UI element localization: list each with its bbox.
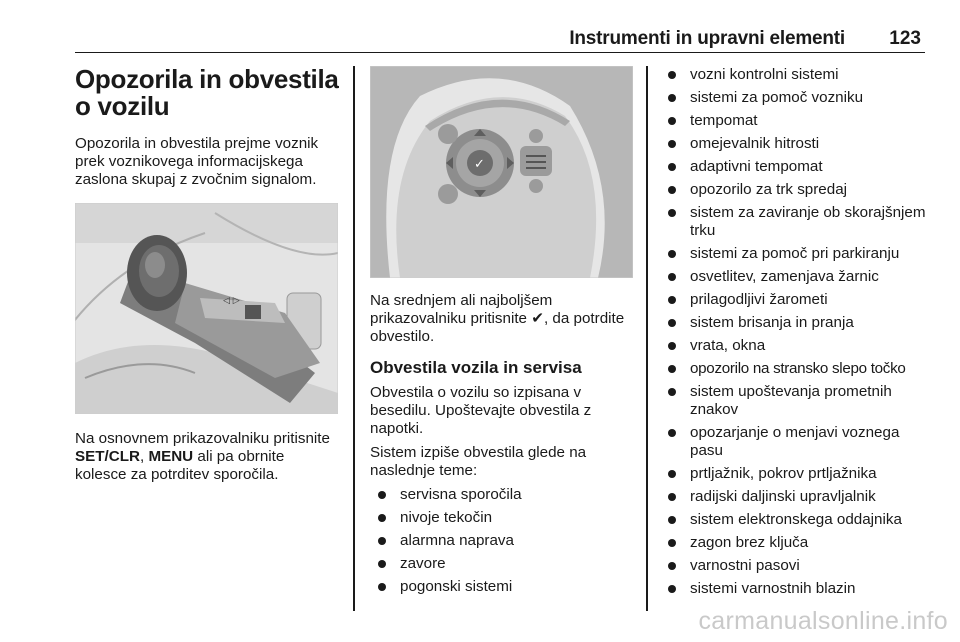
- bullet-icon: [668, 209, 676, 217]
- svg-text:✓: ✓: [474, 157, 485, 172]
- list-item: sistemi za pomoč pri parkiranju: [660, 245, 935, 263]
- bullet-icon: [668, 94, 676, 102]
- steering-wheel-buttons: [438, 124, 552, 204]
- column-3: [660, 66, 935, 603]
- list-item: omejevalnik hitrosti: [660, 135, 935, 153]
- list-item: zagon brez ključa: [660, 534, 935, 552]
- list-item: vrata, okna: [660, 337, 935, 355]
- watermark: carmanualsonline.info: [698, 607, 948, 635]
- topics-list: [370, 486, 635, 596]
- menu-label: MENU: [148, 448, 194, 465]
- list-item: prilagodljivi žarometi: [660, 291, 935, 309]
- column-divider-right: [646, 66, 648, 611]
- list-item: servisna sporočila: [370, 486, 635, 504]
- page-number: 123: [889, 28, 921, 49]
- list-item: adaptivni tempomat: [660, 158, 935, 176]
- bullet-icon: [668, 516, 676, 524]
- column-1: [75, 66, 340, 484]
- list-item: varnostni pasovi: [660, 557, 935, 575]
- bullet-icon: [378, 537, 386, 545]
- intro-paragraph: Opozorila in obvestila prejme voznik prek voznikovega informacijskega zaslona skupaj z zvočnim signalom.: [75, 135, 319, 188]
- bullet-icon: [668, 562, 676, 570]
- list-item: alarmna naprava: [370, 532, 635, 550]
- list-item: sistem brisanja in pranja: [660, 314, 935, 332]
- bullet-icon: [668, 117, 676, 125]
- page-header: [75, 28, 925, 53]
- figure-caption-2: Na srednjem ali najboljšem prikazovalniku pritisnite ✔, da potrdite obvestilo.: [370, 292, 625, 345]
- bullet-icon: [378, 514, 386, 522]
- bullet-icon: [668, 273, 676, 281]
- bullet-icon: [668, 342, 676, 350]
- list-item: radijski daljinski upravljalnik: [660, 488, 935, 506]
- bullet-icon: [668, 319, 676, 327]
- list-item: tempomat: [660, 112, 935, 130]
- bullet-icon: [668, 365, 676, 373]
- list-item: prtljažnik, pokrov prtljažnika: [660, 465, 935, 483]
- list-item: sistem za zaviranje ob skorajšnjem trku: [660, 204, 935, 240]
- list-item: nivoje tekočin: [370, 509, 635, 527]
- page-header-title: Instrumenti in upravni elementi: [569, 28, 845, 49]
- list-item: vozni kontrolni sistemi: [660, 66, 935, 84]
- bullet-icon: [668, 186, 676, 194]
- bullet-icon: [668, 493, 676, 501]
- bullet-icon: [668, 539, 676, 547]
- steering-wheel-controls-illustration: [370, 66, 633, 278]
- set-clr-label: SET/CLR: [75, 448, 140, 465]
- bullet-icon: [668, 163, 676, 171]
- checkmark-icon: ✔: [531, 310, 544, 327]
- bullet-icon: [668, 388, 676, 396]
- bullet-icon: [668, 470, 676, 478]
- bullet-icon: [378, 583, 386, 591]
- list-item: opozorilo za trk spredaj: [660, 181, 935, 199]
- section-heading: Opozorila in obvestila o vozilu: [75, 64, 339, 121]
- bullet-icon: [668, 429, 676, 437]
- bullet-icon: [668, 296, 676, 304]
- svg-text:◁ ▷: ◁ ▷: [223, 296, 240, 306]
- bullet-icon: [668, 585, 676, 593]
- list-item: sistemi varnostnih blazin: [660, 580, 935, 598]
- list-item: opozarjanje o menjavi voznega pasu: [660, 424, 935, 460]
- subsection-heading: Obvestila vozila in servisa: [370, 358, 582, 377]
- figure-caption-1: Na osnovnem prikazovalniku pritisnite SET/CLR, MENU ali pa obrnite kolesce za potrditev sporočila.: [75, 430, 330, 483]
- column-2: [370, 66, 635, 601]
- bullet-icon: [668, 71, 676, 79]
- list-item: osvetlitev, zamenjava žarnic: [660, 268, 935, 286]
- list-item: sistem upoštevanja prometnih znakov: [660, 383, 935, 419]
- list-item: sistem elektronskega oddajnika: [660, 511, 935, 529]
- list-item: sistemi za pomoč vozniku: [660, 89, 935, 107]
- topics-list-continued: [660, 66, 935, 598]
- bullet-icon: [378, 491, 386, 499]
- bullet-icon: [668, 250, 676, 258]
- paragraph-topics: Sistem izpiše obvestila glede na naslednje teme:: [370, 444, 587, 479]
- list-item: pogonski sistemi: [370, 578, 635, 596]
- bullet-icon: [668, 140, 676, 148]
- stalk-control-illustration: [75, 203, 338, 414]
- paragraph-notices: Obvestila o vozilu so izpisana v besedilu. Upoštevajte obvestila z napotki.: [370, 384, 592, 437]
- column-divider-left: [353, 66, 355, 611]
- list-item: opozorilo na stransko slepo točko: [660, 360, 935, 378]
- bullet-icon: [378, 560, 386, 568]
- list-item: zavore: [370, 555, 635, 573]
